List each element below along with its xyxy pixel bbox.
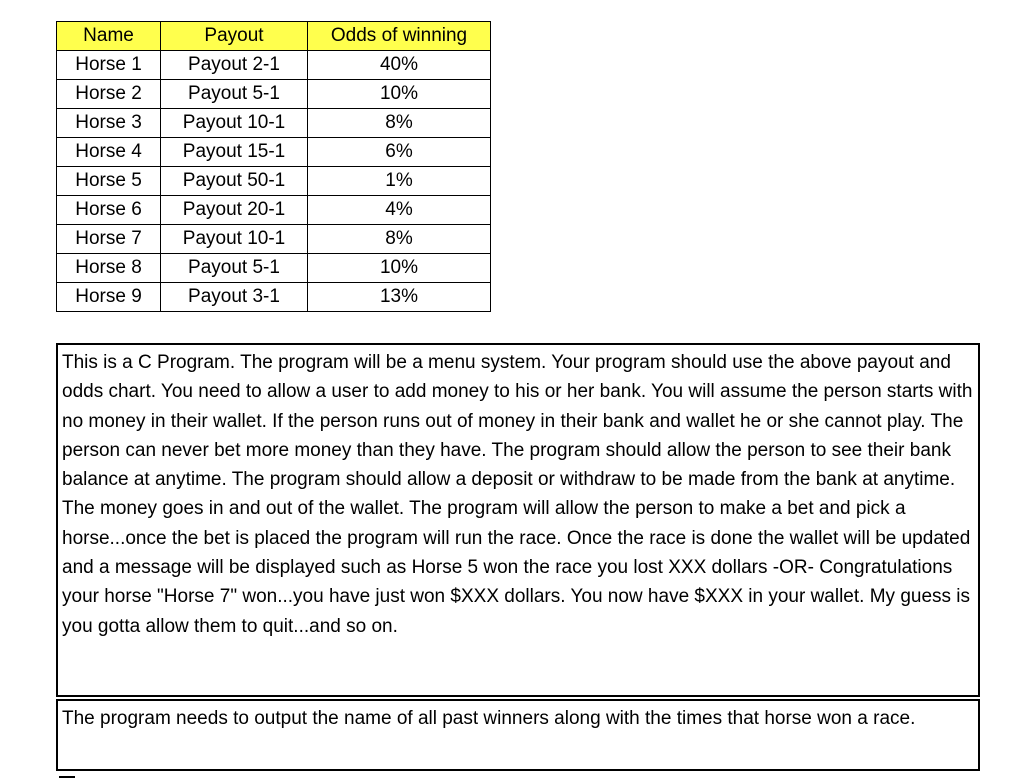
odds-cell: 6%	[308, 138, 491, 167]
horse-name-cell: Horse 9	[57, 283, 161, 312]
horse-name-cell: Horse 7	[57, 225, 161, 254]
past-winners-note-box	[56, 699, 980, 771]
odds-cell: 40%	[308, 51, 491, 80]
table-row	[57, 109, 491, 138]
cell-edge-fragment	[59, 776, 75, 778]
table-row	[57, 51, 491, 80]
horse-name-cell: Horse 6	[57, 196, 161, 225]
odds-cell: 10%	[308, 80, 491, 109]
header-name: Name	[57, 22, 161, 51]
table-row	[57, 167, 491, 196]
payout-cell: Payout 10-1	[161, 225, 308, 254]
header-payout: Payout	[161, 22, 308, 51]
odds-cell: 8%	[308, 225, 491, 254]
payout-cell: Payout 10-1	[161, 109, 308, 138]
horse-name-cell: Horse 2	[57, 80, 161, 109]
payout-cell: Payout 15-1	[161, 138, 308, 167]
odds-cell: 10%	[308, 254, 491, 283]
horse-name-cell: Horse 8	[57, 254, 161, 283]
table-row	[57, 254, 491, 283]
payout-cell: Payout 50-1	[161, 167, 308, 196]
table-row	[57, 225, 491, 254]
horse-name-cell: Horse 5	[57, 167, 161, 196]
odds-cell: 1%	[308, 167, 491, 196]
odds-cell: 4%	[308, 196, 491, 225]
payout-cell: Payout 2-1	[161, 51, 308, 80]
payout-odds-table	[56, 21, 491, 312]
odds-cell: 13%	[308, 283, 491, 312]
table-row	[57, 196, 491, 225]
horse-name-cell: Horse 3	[57, 109, 161, 138]
program-description-text: This is a C Program. The program will be a menu system. Your program should use the above payout and odds chart. You need to allow a user to add money to his or her bank. You will assume the person starts with no money in their wallet. If the person runs out of money in their bank and wallet he or she cannot play. The person can never bet more money than they have. The program should allow the person to see their bank balance at anytime. The program should allow a deposit or withdraw to be made from the bank at anytime. The money goes in and out of the wallet. The program will allow the person to make a bet and pick a horse...once the bet is placed the program will run the race. Once the race is done the wallet will be updated and a message will be displayed such as Horse 5 won the race you lost XXX dollars -OR- Congratulations your horse "Horse 7" won...you have just won $XXX dollars. You now have $XXX in your wallet. My guess is you gotta allow them to quit...and so on.	[62, 352, 973, 637]
program-description-box	[56, 343, 980, 697]
payout-cell: Payout 5-1	[161, 254, 308, 283]
past-winners-note-text: The program needs to output the name of all past winners along with the times that horse won a race.	[62, 708, 916, 729]
horse-name-cell: Horse 1	[57, 51, 161, 80]
header-odds: Odds of winning	[308, 22, 491, 51]
table-body	[57, 51, 491, 312]
table-row	[57, 80, 491, 109]
horse-name-cell: Horse 4	[57, 138, 161, 167]
odds-cell: 8%	[308, 109, 491, 138]
table-header-row	[57, 22, 491, 51]
payout-cell: Payout 5-1	[161, 80, 308, 109]
payout-cell: Payout 20-1	[161, 196, 308, 225]
table-row	[57, 283, 491, 312]
payout-cell: Payout 3-1	[161, 283, 308, 312]
table-row	[57, 138, 491, 167]
